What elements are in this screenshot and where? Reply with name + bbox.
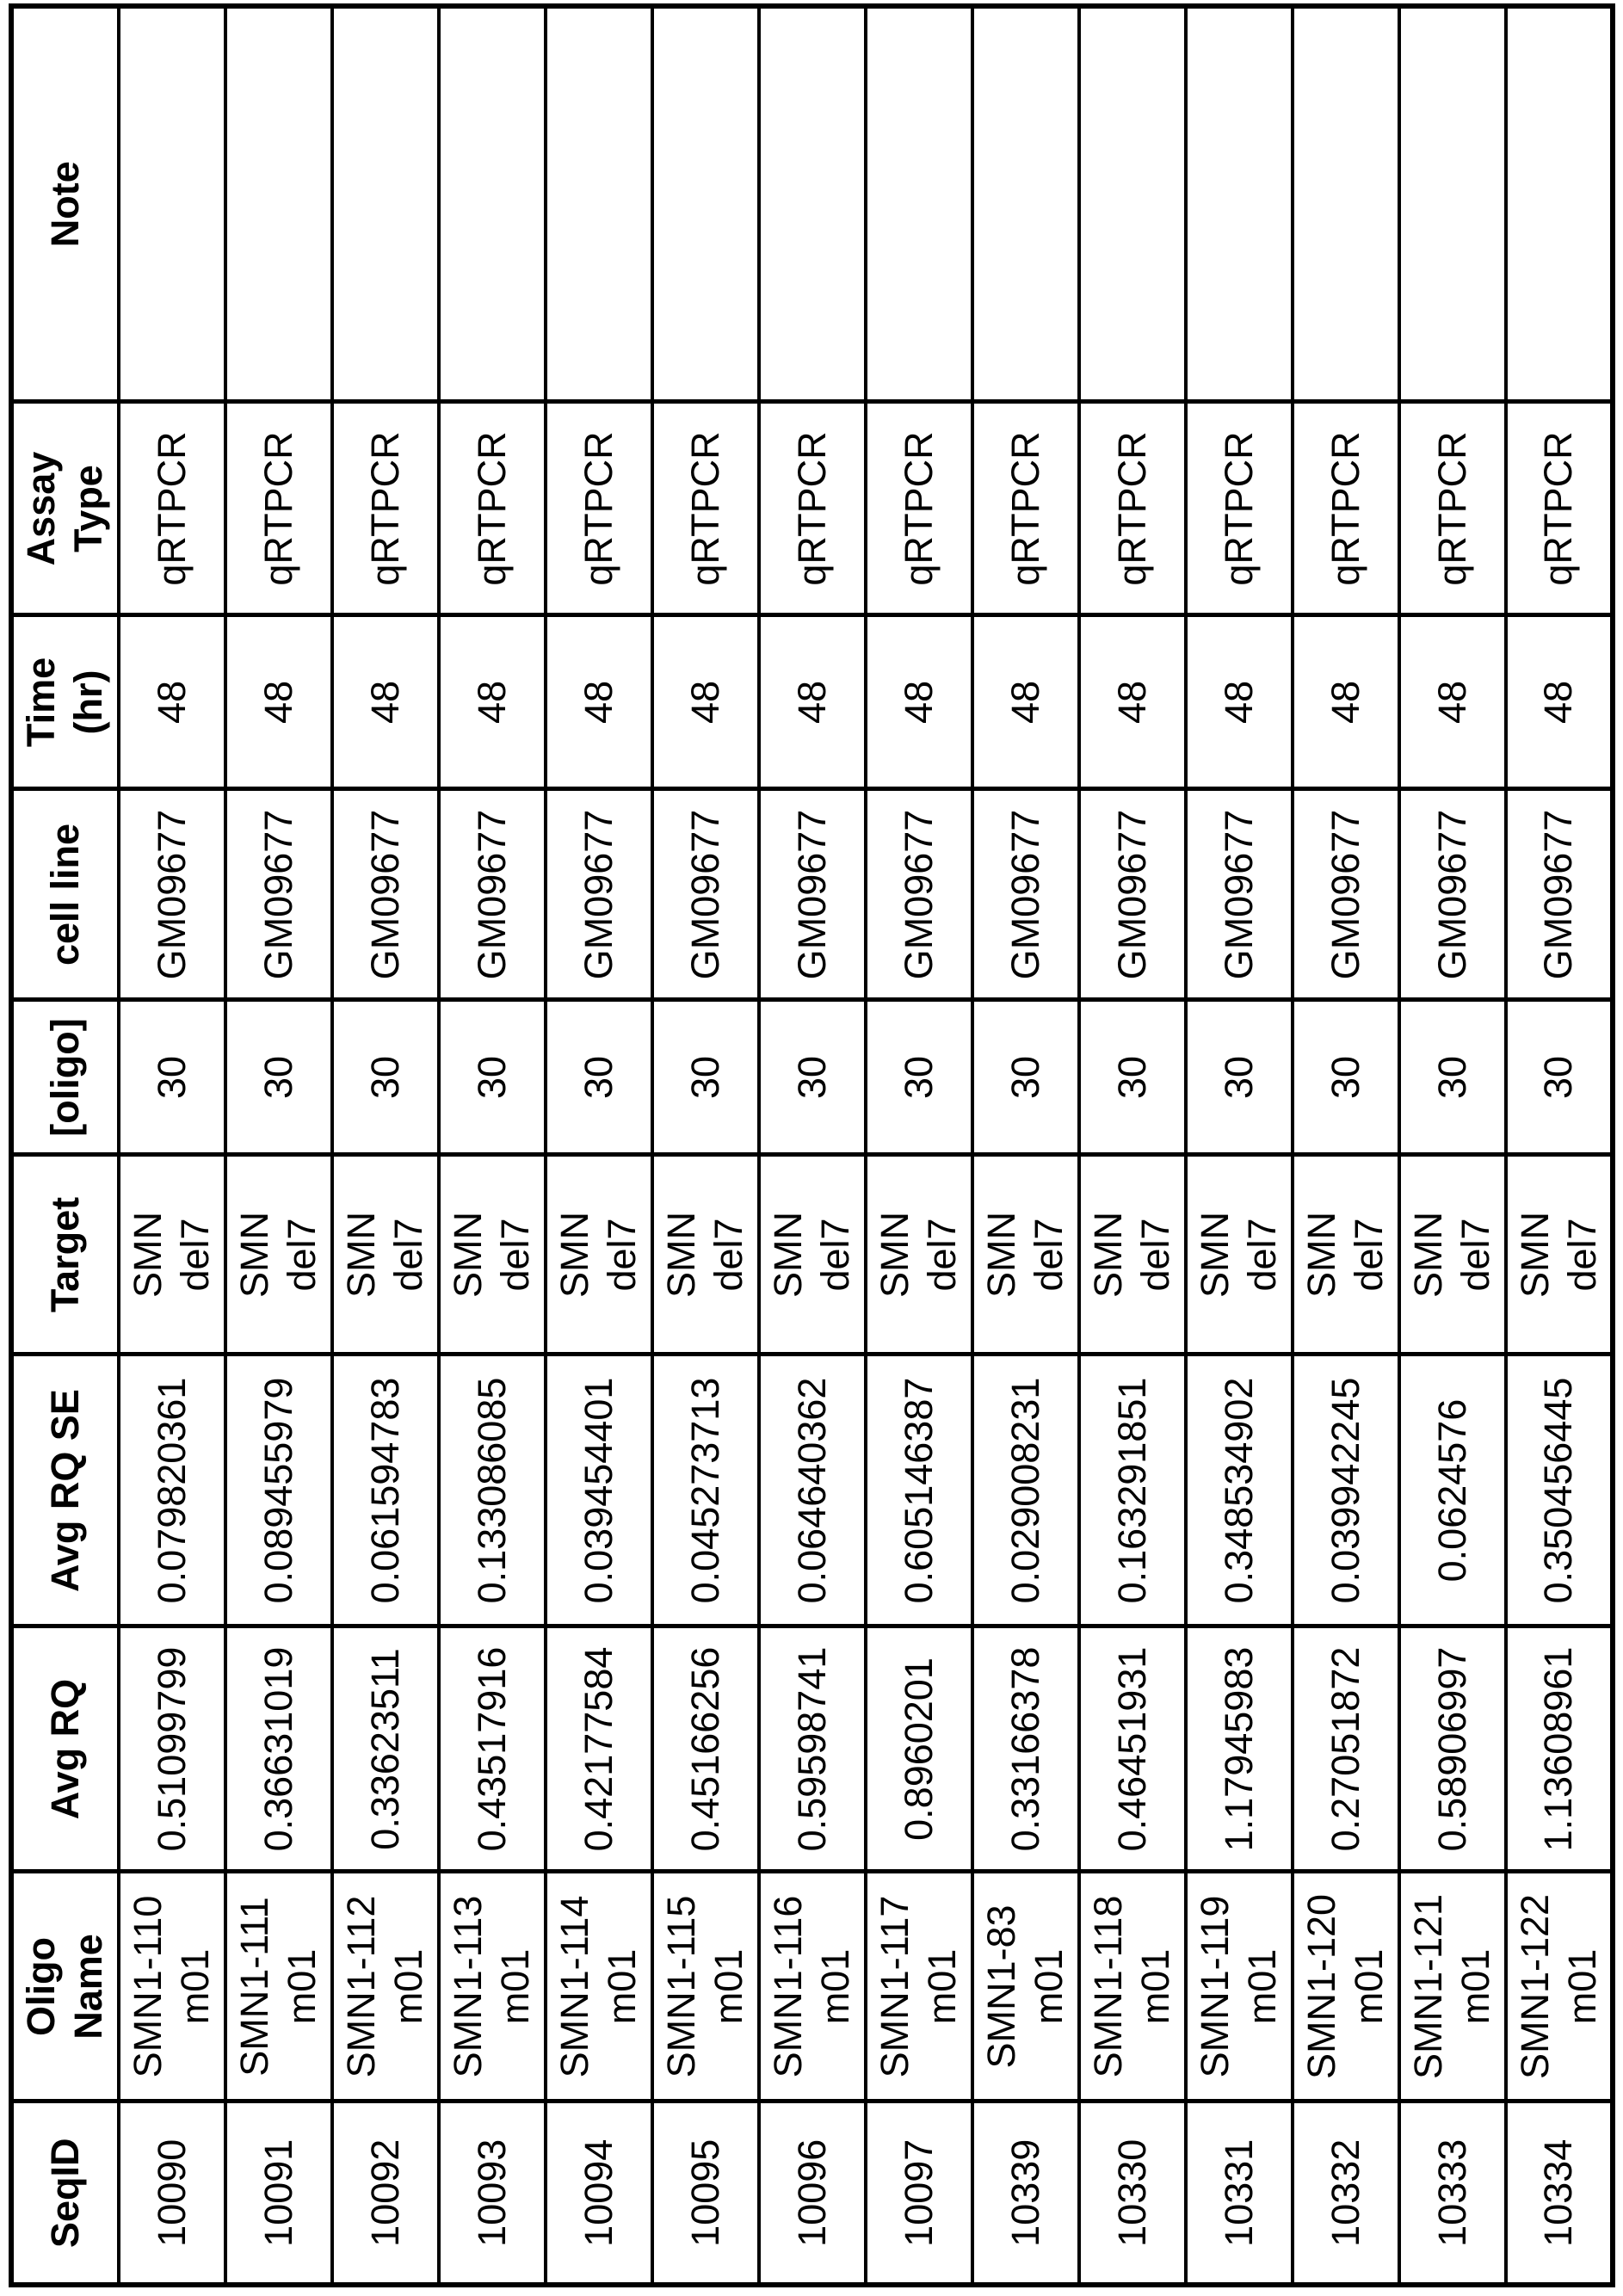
cell-note — [546, 6, 652, 402]
cell-cell-line: GM09677 — [1293, 789, 1399, 1000]
cell-avg-rq: 0.45166256 — [652, 1626, 759, 1872]
cell-assay-type: qRTPCR — [546, 402, 652, 615]
cell-cell-line: GM09677 — [866, 789, 972, 1000]
cell-target: SMN del7 — [119, 1155, 225, 1355]
cell-avg-rq-se: 0.348534902 — [1186, 1355, 1293, 1626]
cell-oligo-name: SMN1-114 m01 — [546, 1872, 652, 2102]
cell-note — [1079, 6, 1186, 402]
cell-avg-rq: 0.8960201 — [866, 1626, 972, 1872]
cell-avg-rq: 0.59598741 — [759, 1626, 866, 1872]
table-row — [1506, 6, 1613, 2285]
cell-target: SMN del7 — [1399, 1155, 1506, 1355]
cell-cell-line: GM09677 — [972, 789, 1079, 1000]
cell-oligo-name: SMN1-113 m01 — [439, 1872, 546, 2102]
cell-avg-rq: 0.58906997 — [1399, 1626, 1506, 1872]
cell-target: SMN del7 — [1506, 1155, 1613, 1355]
cell-note — [332, 6, 439, 402]
table-row — [119, 6, 225, 2285]
table-row — [1186, 6, 1293, 2285]
cell-seq-id: 10339 — [972, 2102, 1079, 2285]
cell-avg-rq-se: 0.605146387 — [866, 1355, 972, 1626]
cell-assay-type: qRTPCR — [332, 402, 439, 615]
cell-time-hr: 48 — [972, 615, 1079, 789]
cell-cell-line: GM09677 — [546, 789, 652, 1000]
col-header-seq-id: SeqID — [11, 2102, 119, 2285]
cell-seq-id: 10331 — [1186, 2102, 1293, 2285]
cell-note — [972, 6, 1079, 402]
cell-seq-id: 10092 — [332, 2102, 439, 2285]
col-header-oligo-conc: [oligo] — [11, 1000, 119, 1155]
col-header-cell-line: cell line — [11, 789, 119, 1000]
cell-oligo-name: SMN1-119 m01 — [1186, 1872, 1293, 2102]
table-row — [1399, 6, 1506, 2285]
rotated-table-container — [9, 9, 1610, 2287]
cell-seq-id: 10330 — [1079, 2102, 1186, 2285]
cell-oligo-conc: 30 — [1506, 1000, 1613, 1155]
table-row — [1079, 6, 1186, 2285]
cell-time-hr: 48 — [1186, 615, 1293, 789]
cell-cell-line: GM09677 — [759, 789, 866, 1000]
cell-oligo-conc: 30 — [1399, 1000, 1506, 1155]
cell-oligo-name: SMN1-110 m01 — [119, 1872, 225, 2102]
cell-note — [225, 6, 332, 402]
cell-target: SMN del7 — [972, 1155, 1079, 1355]
col-header-assay-type: Assay Type — [11, 402, 119, 615]
cell-oligo-conc: 30 — [759, 1000, 866, 1155]
cell-oligo-conc: 30 — [225, 1000, 332, 1155]
cell-target: SMN del7 — [225, 1155, 332, 1355]
cell-avg-rq: 0.36631019 — [225, 1626, 332, 1872]
cell-avg-rq: 0.46451931 — [1079, 1626, 1186, 1872]
cell-target: SMN del7 — [546, 1155, 652, 1355]
cell-avg-rq: 0.33166378 — [972, 1626, 1079, 1872]
cell-oligo-conc: 30 — [652, 1000, 759, 1155]
cell-time-hr: 48 — [1079, 615, 1186, 789]
cell-target: SMN del7 — [1293, 1155, 1399, 1355]
cell-time-hr: 48 — [866, 615, 972, 789]
cell-target: SMN del7 — [1079, 1155, 1186, 1355]
col-header-note: Note — [11, 6, 119, 402]
cell-avg-rq-se: 0.0624576 — [1399, 1355, 1506, 1626]
cell-oligo-conc: 30 — [546, 1000, 652, 1155]
cell-seq-id: 10332 — [1293, 2102, 1399, 2285]
cell-avg-rq-se: 0.029008231 — [972, 1355, 1079, 1626]
cell-time-hr: 48 — [439, 615, 546, 789]
cell-target: SMN del7 — [866, 1155, 972, 1355]
cell-time-hr: 48 — [1399, 615, 1506, 789]
cell-target: SMN del7 — [652, 1155, 759, 1355]
cell-seq-id: 10333 — [1399, 2102, 1506, 2285]
cell-cell-line: GM09677 — [1079, 789, 1186, 1000]
cell-cell-line: GM09677 — [1186, 789, 1293, 1000]
cell-note — [866, 6, 972, 402]
cell-oligo-name: SMN1-121 m01 — [1399, 1872, 1506, 2102]
cell-note — [1506, 6, 1613, 402]
col-header-oligo-name: Oligo Name — [11, 1872, 119, 2102]
cell-avg-rq-se: 0.163291851 — [1079, 1355, 1186, 1626]
header-row — [11, 6, 119, 2285]
cell-avg-rq: 0.33623511 — [332, 1626, 439, 1872]
cell-note — [439, 6, 546, 402]
cell-cell-line: GM09677 — [652, 789, 759, 1000]
cell-note — [759, 6, 866, 402]
cell-time-hr: 48 — [1293, 615, 1399, 789]
cell-avg-rq-se: 0.045273713 — [652, 1355, 759, 1626]
cell-avg-rq-se: 0.064640362 — [759, 1355, 866, 1626]
cell-target: SMN del7 — [332, 1155, 439, 1355]
cell-time-hr: 48 — [1506, 615, 1613, 789]
cell-oligo-name: SMN1-122 m01 — [1506, 1872, 1613, 2102]
col-header-avg-rq-se: Avg RQ SE — [11, 1355, 119, 1626]
cell-time-hr: 48 — [225, 615, 332, 789]
cell-assay-type: qRTPCR — [1079, 402, 1186, 615]
cell-seq-id: 10090 — [119, 2102, 225, 2285]
cell-avg-rq-se: 0.089455979 — [225, 1355, 332, 1626]
cell-time-hr: 48 — [119, 615, 225, 789]
assay-results-table — [9, 3, 1615, 2287]
cell-seq-id: 10094 — [546, 2102, 652, 2285]
cell-avg-rq: 1.13608961 — [1506, 1626, 1613, 1872]
cell-cell-line: GM09677 — [119, 789, 225, 1000]
table-header — [11, 6, 119, 2285]
cell-note — [652, 6, 759, 402]
cell-seq-id: 10093 — [439, 2102, 546, 2285]
cell-avg-rq-se: 0.079820361 — [119, 1355, 225, 1626]
table-row — [546, 6, 652, 2285]
cell-cell-line: GM09677 — [332, 789, 439, 1000]
cell-avg-rq-se: 0.350456445 — [1506, 1355, 1613, 1626]
cell-target: SMN del7 — [439, 1155, 546, 1355]
cell-seq-id: 10334 — [1506, 2102, 1613, 2285]
table-row — [972, 6, 1079, 2285]
table-row — [225, 6, 332, 2285]
cell-assay-type: qRTPCR — [225, 402, 332, 615]
table-body — [119, 6, 1613, 2285]
cell-assay-type: qRTPCR — [866, 402, 972, 615]
cell-assay-type: qRTPCR — [1293, 402, 1399, 615]
cell-avg-rq: 0.27051872 — [1293, 1626, 1399, 1872]
table-row — [439, 6, 546, 2285]
cell-cell-line: GM09677 — [1399, 789, 1506, 1000]
cell-oligo-conc: 30 — [332, 1000, 439, 1155]
cell-assay-type: qRTPCR — [972, 402, 1079, 615]
cell-target: SMN del7 — [1186, 1155, 1293, 1355]
cell-oligo-conc: 30 — [119, 1000, 225, 1155]
col-header-avg-rq: Avg RQ — [11, 1626, 119, 1872]
cell-avg-rq-se: 0.133086085 — [439, 1355, 546, 1626]
table-row — [759, 6, 866, 2285]
cell-cell-line: GM09677 — [225, 789, 332, 1000]
cell-oligo-conc: 30 — [1079, 1000, 1186, 1155]
cell-avg-rq: 1.17945983 — [1186, 1626, 1293, 1872]
cell-avg-rq-se: 0.061594783 — [332, 1355, 439, 1626]
cell-avg-rq: 0.51099799 — [119, 1626, 225, 1872]
table-row — [652, 6, 759, 2285]
cell-oligo-conc: 30 — [972, 1000, 1079, 1155]
cell-oligo-name: SMN1-83 m01 — [972, 1872, 1079, 2102]
cell-time-hr: 48 — [652, 615, 759, 789]
cell-avg-rq-se: 0.039454401 — [546, 1355, 652, 1626]
cell-oligo-name: SMN1-117 m01 — [866, 1872, 972, 2102]
cell-seq-id: 10096 — [759, 2102, 866, 2285]
cell-oligo-name: SMN1-115 m01 — [652, 1872, 759, 2102]
cell-oligo-conc: 30 — [439, 1000, 546, 1155]
cell-note — [119, 6, 225, 402]
cell-avg-rq: 0.43517916 — [439, 1626, 546, 1872]
cell-oligo-conc: 30 — [1293, 1000, 1399, 1155]
cell-cell-line: GM09677 — [1506, 789, 1613, 1000]
cell-assay-type: qRTPCR — [1399, 402, 1506, 615]
cell-assay-type: qRTPCR — [1186, 402, 1293, 615]
cell-oligo-name: SMN1-112 m01 — [332, 1872, 439, 2102]
cell-oligo-name: SMN1-120 m01 — [1293, 1872, 1399, 2102]
cell-target: SMN del7 — [759, 1155, 866, 1355]
cell-oligo-conc: 30 — [1186, 1000, 1293, 1155]
cell-cell-line: GM09677 — [439, 789, 546, 1000]
col-header-target: Target — [11, 1155, 119, 1355]
cell-avg-rq-se: 0.039942245 — [1293, 1355, 1399, 1626]
cell-time-hr: 48 — [759, 615, 866, 789]
cell-assay-type: qRTPCR — [119, 402, 225, 615]
col-header-time-hr: Time (hr) — [11, 615, 119, 789]
cell-note — [1399, 6, 1506, 402]
table-row — [1293, 6, 1399, 2285]
cell-oligo-name: SMN1-116 m01 — [759, 1872, 866, 2102]
cell-avg-rq: 0.42177584 — [546, 1626, 652, 1872]
cell-seq-id: 10091 — [225, 2102, 332, 2285]
cell-oligo-conc: 30 — [866, 1000, 972, 1155]
cell-note — [1186, 6, 1293, 402]
table-row — [332, 6, 439, 2285]
cell-assay-type: qRTPCR — [652, 402, 759, 615]
cell-assay-type: qRTPCR — [439, 402, 546, 615]
cell-oligo-name: SMN1-118 m01 — [1079, 1872, 1186, 2102]
table-row — [866, 6, 972, 2285]
cell-assay-type: qRTPCR — [1506, 402, 1613, 615]
cell-assay-type: qRTPCR — [759, 402, 866, 615]
cell-seq-id: 10095 — [652, 2102, 759, 2285]
cell-seq-id: 10097 — [866, 2102, 972, 2285]
cell-note — [1293, 6, 1399, 402]
cell-oligo-name: SMN1-111 m01 — [225, 1872, 332, 2102]
cell-time-hr: 48 — [546, 615, 652, 789]
cell-time-hr: 48 — [332, 615, 439, 789]
